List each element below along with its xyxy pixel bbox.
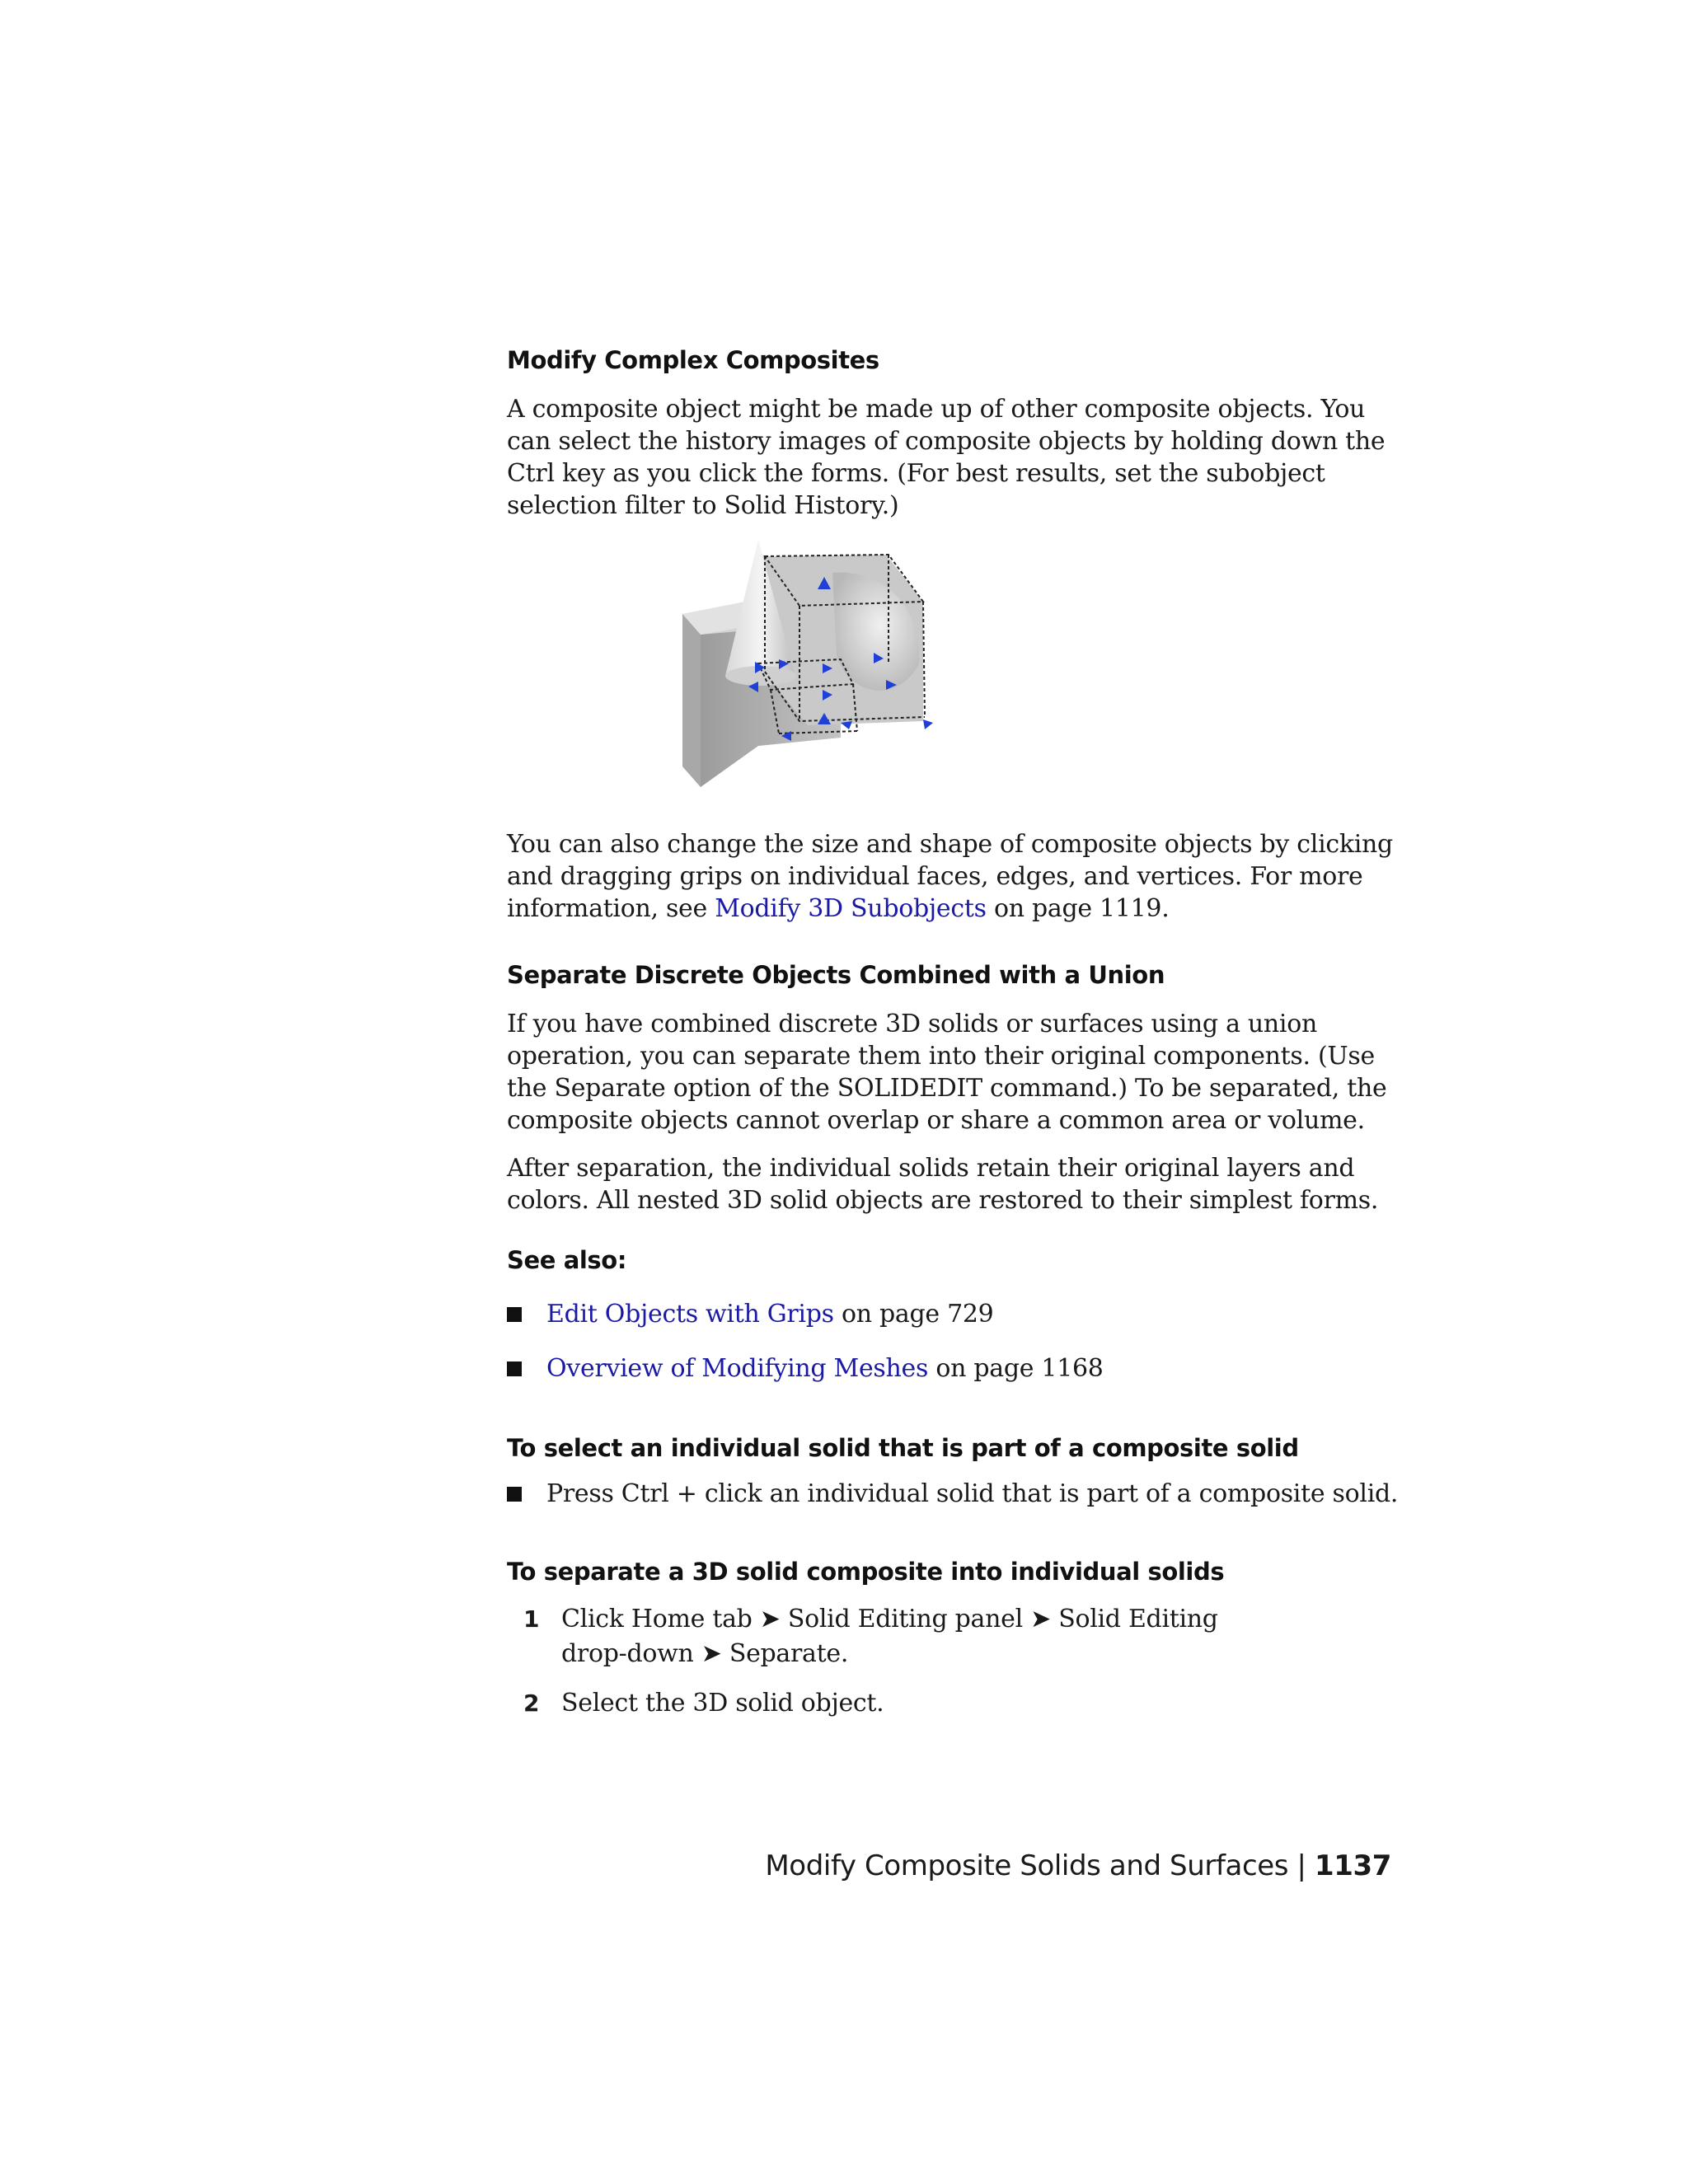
bullet-square-icon bbox=[507, 1307, 522, 1322]
see-also-heading: See also: bbox=[507, 1246, 627, 1274]
see-also-page-ref: on page 1168 bbox=[928, 1354, 1104, 1383]
separate-paragraph-1: If you have combined discrete 3D solids or surfaces using a union operation, you can separate them into their original components. (Use the Separate option of the SOLIDEDIT command.) To be separated, the composite objects cannot overlap or share a common area or volume. bbox=[507, 1010, 1387, 1135]
grips-paragraph-page: on page 1119. bbox=[986, 894, 1170, 923]
footer-chapter-title: Modify Composite Solids and Surfaces | bbox=[765, 1849, 1315, 1882]
step-number: 2 bbox=[523, 1690, 540, 1717]
separate-paragraph-2: After separation, the individual solids retain their original layers and colors. All nested 3D solid objects are restored to their simplest forms. bbox=[507, 1154, 1379, 1215]
section-heading-separate-discrete: Separate Discrete Objects Combined with a Union bbox=[507, 961, 1165, 989]
page-number: 1137 bbox=[1314, 1849, 1391, 1882]
see-also-item-text bbox=[546, 1298, 993, 1330]
bullet-square-icon bbox=[507, 1361, 522, 1376]
bullet-square-icon bbox=[507, 1487, 522, 1502]
link-overview-of-modifying-meshes[interactable]: Overview of Modifying Meshes bbox=[546, 1354, 929, 1383]
grips-paragraph bbox=[507, 828, 1397, 925]
step-text: Click Home tab ➤ Solid Editing panel ➤ Solid Editing drop-down ➤ Separate. bbox=[561, 1605, 1218, 1668]
link-edit-objects-with-grips[interactable]: Edit Objects with Grips bbox=[546, 1300, 834, 1329]
link-modify-3d-subobjects[interactable]: Modify 3D Subobjects bbox=[715, 894, 987, 923]
procedure-heading-separate-solid: To separate a 3D solid composite into individual solids bbox=[507, 1558, 1225, 1586]
see-also-item-text bbox=[546, 1352, 1104, 1385]
step-text: Select the 3D solid object. bbox=[561, 1689, 884, 1718]
see-also-page-ref: on page 729 bbox=[833, 1300, 994, 1329]
grips-paragraph-text: You can also change the size and shape of composite objects by clicking and dragging grips on individual faces, edges, and vertices. For more information, see bbox=[507, 830, 1393, 923]
page-footer bbox=[765, 1849, 1391, 1882]
section-heading-complex-composites: Modify Complex Composites bbox=[507, 346, 879, 374]
step-number: 1 bbox=[523, 1605, 540, 1633]
composite-solid-figure bbox=[676, 540, 940, 795]
procedure-heading-select-individual: To select an individual solid that is part of a composite solid bbox=[507, 1434, 1299, 1462]
complex-composites-paragraph: A composite object might be made up of other composite objects. You can select the history images of composite objects by holding down the Ctrl key as you click the forms. (For best results, set the subobject selection filter to Solid History.) bbox=[507, 395, 1386, 520]
procedure-item-text: Press Ctrl + click an individual solid that is part of a composite solid. bbox=[546, 1479, 1399, 1508]
